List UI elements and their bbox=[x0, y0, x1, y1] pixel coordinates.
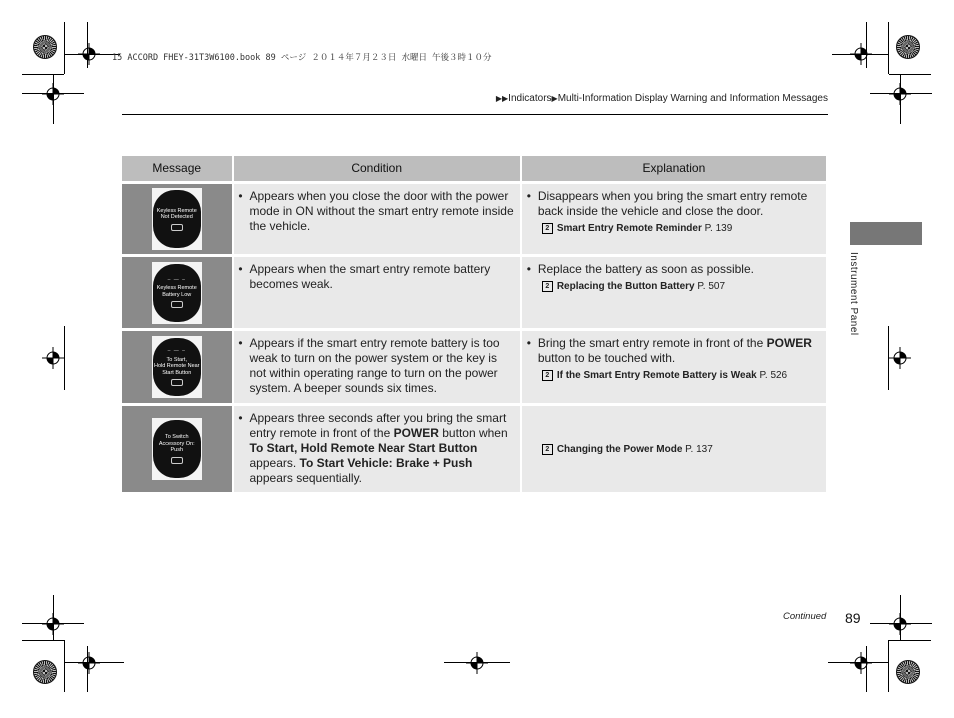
message-display-cell bbox=[122, 406, 232, 492]
display-text: To Start, bbox=[166, 356, 187, 363]
explanation-text-bold: POWER bbox=[766, 336, 812, 350]
section-tab bbox=[850, 222, 922, 245]
explanation-text-part: Bring the smart entry remote in front of the bbox=[537, 336, 767, 350]
condition-text: Appears when you close the door with the power mode in ON without the smart entry remote inside the vehicle. bbox=[249, 189, 514, 233]
reference-title: Replacing the Button Battery bbox=[556, 281, 695, 292]
display-text: Hold Remote Near bbox=[153, 363, 200, 369]
registration-rosette-icon bbox=[896, 660, 920, 684]
bullet: • bbox=[238, 189, 243, 203]
table-row bbox=[122, 406, 826, 492]
condition-text-bold: To Start Vehicle: Brake + Push bbox=[299, 456, 473, 470]
crop-mark bbox=[64, 22, 65, 74]
column-header-condition: Condition bbox=[232, 156, 520, 181]
display-dashes: – — – bbox=[167, 348, 186, 354]
breadcrumb-separator-icon: ▶ bbox=[551, 94, 558, 103]
registration-rosette-icon bbox=[33, 660, 57, 684]
key-icon bbox=[171, 224, 183, 231]
registration-target-icon bbox=[42, 613, 64, 635]
condition-text: Appears when the smart entry remote battery becomes weak. bbox=[249, 262, 491, 291]
condition-text-part: Appears three seconds after you bring the smart entry remote in front of the bbox=[249, 411, 507, 440]
bullet: • bbox=[526, 336, 531, 350]
explanation-cell bbox=[520, 406, 826, 492]
table-row bbox=[122, 257, 826, 328]
crop-mark bbox=[889, 74, 931, 75]
page-number: 89 bbox=[845, 610, 861, 626]
display-text: Accessory On: bbox=[158, 440, 195, 447]
display-image bbox=[152, 188, 202, 250]
condition-text-part: appears. bbox=[249, 456, 300, 470]
reference-page: P. 526 bbox=[759, 370, 788, 381]
battery-icon bbox=[171, 301, 183, 308]
registration-target-icon bbox=[889, 347, 911, 369]
reference-title: If the Smart Entry Remote Battery is Weak bbox=[556, 370, 757, 381]
registration-rosette-icon bbox=[896, 35, 920, 59]
crop-mark bbox=[444, 662, 510, 663]
registration-target-icon bbox=[466, 652, 488, 674]
registration-target-icon bbox=[42, 347, 64, 369]
explanation-text bbox=[538, 336, 820, 366]
bullet: • bbox=[526, 189, 531, 203]
display-image bbox=[152, 418, 202, 480]
registration-target-icon bbox=[78, 43, 100, 65]
display-dashes: – — – bbox=[167, 276, 186, 283]
condition-text bbox=[250, 411, 514, 486]
reference-page: P. 139 bbox=[704, 223, 733, 234]
key-icon bbox=[171, 379, 183, 386]
crop-mark bbox=[888, 22, 889, 74]
reference-title: Smart Entry Remote Reminder bbox=[556, 223, 702, 234]
registration-target-icon bbox=[889, 613, 911, 635]
condition-cell bbox=[232, 257, 520, 328]
reference-page: P. 137 bbox=[685, 444, 713, 455]
condition-text-part: appears sequentially. bbox=[249, 471, 363, 485]
registration-target-icon bbox=[850, 43, 872, 65]
registration-rosette-icon bbox=[33, 35, 57, 59]
crop-mark bbox=[64, 326, 65, 390]
explanation-text: Replace the battery as soon as possible. bbox=[537, 262, 754, 276]
crop-mark bbox=[22, 74, 64, 75]
reference-arrow-icon: 2 bbox=[542, 370, 553, 381]
page-reference-link[interactable] bbox=[542, 221, 820, 236]
condition-text-part: button when bbox=[438, 426, 508, 440]
condition-cell bbox=[232, 184, 520, 254]
registration-target-icon bbox=[78, 652, 100, 674]
message-display-cell bbox=[122, 257, 232, 328]
registration-target-icon bbox=[42, 83, 64, 105]
page-reference-link[interactable] bbox=[542, 368, 820, 383]
reference-arrow-icon: 2 bbox=[542, 444, 553, 455]
display-text: Start Button bbox=[162, 369, 192, 376]
message-table bbox=[122, 153, 826, 495]
message-display-cell bbox=[122, 331, 232, 403]
table-row bbox=[122, 184, 826, 254]
display-text: Battery Low bbox=[162, 291, 192, 298]
registration-target-icon bbox=[850, 652, 872, 674]
explanation-cell bbox=[520, 331, 826, 403]
continued-label: Continued bbox=[783, 611, 827, 622]
breadcrumb-item-indicators[interactable]: Indicators bbox=[508, 93, 552, 104]
header-rule bbox=[122, 114, 828, 115]
explanation-cell bbox=[520, 184, 826, 254]
power-button-icon bbox=[171, 457, 183, 464]
print-meta-line: 15 ACCORD FHEY-31T3W6100.book 89 ページ ２０１４年７月２３日 水曜日 午後３時１０分 bbox=[112, 53, 492, 63]
display-text: Not Detected bbox=[160, 214, 193, 220]
column-header-message: Message bbox=[122, 156, 232, 181]
breadcrumb-arrows-icon: ▶▶ bbox=[495, 94, 509, 103]
display-image bbox=[152, 262, 202, 324]
bullet: • bbox=[238, 411, 243, 425]
display-text: Keyless Remote bbox=[156, 207, 197, 214]
registration-target-icon bbox=[889, 83, 911, 105]
section-label: Instrument Panel bbox=[848, 252, 859, 336]
page-reference-link[interactable] bbox=[542, 442, 820, 457]
condition-cell bbox=[232, 406, 520, 492]
message-display-cell bbox=[122, 184, 232, 254]
bullet: • bbox=[238, 336, 243, 350]
crop-mark bbox=[888, 326, 889, 390]
condition-text-bold: POWER bbox=[393, 426, 439, 440]
display-text: Push bbox=[170, 447, 184, 454]
crop-mark bbox=[64, 640, 65, 692]
breadcrumb bbox=[496, 93, 828, 104]
crop-mark bbox=[22, 640, 64, 641]
page-reference-link[interactable] bbox=[542, 279, 820, 294]
display-text: Keyless Remote bbox=[156, 285, 197, 292]
column-header-explanation: Explanation bbox=[520, 156, 826, 181]
reference-title: Changing the Power Mode bbox=[556, 444, 683, 455]
reference-arrow-icon: 2 bbox=[542, 223, 553, 234]
condition-text: Appears if the smart entry remote battery is too weak to turn on the power system or the key is not within operating range to turn on the power system. A beeper sounds six times. bbox=[249, 336, 500, 395]
explanation-cell bbox=[520, 257, 826, 328]
reference-page: P. 507 bbox=[697, 281, 726, 292]
crop-mark bbox=[889, 640, 931, 641]
condition-cell bbox=[232, 331, 520, 403]
table-row bbox=[122, 331, 826, 403]
display-image bbox=[152, 336, 202, 398]
display-text: To Switch bbox=[164, 434, 189, 441]
crop-mark bbox=[888, 640, 889, 692]
explanation-text-part: button to be touched with. bbox=[537, 351, 676, 365]
condition-text-bold: To Start, Hold Remote Near Start Button bbox=[249, 441, 478, 455]
table-header-row bbox=[122, 156, 826, 181]
reference-arrow-icon: 2 bbox=[542, 281, 553, 292]
breadcrumb-item-current: Multi-Information Display Warning and Information Messages bbox=[557, 93, 828, 104]
bullet: • bbox=[238, 262, 243, 276]
bullet: • bbox=[526, 262, 531, 276]
explanation-text: Disappears when you bring the smart entry remote back inside the vehicle and close the door. bbox=[537, 189, 808, 218]
